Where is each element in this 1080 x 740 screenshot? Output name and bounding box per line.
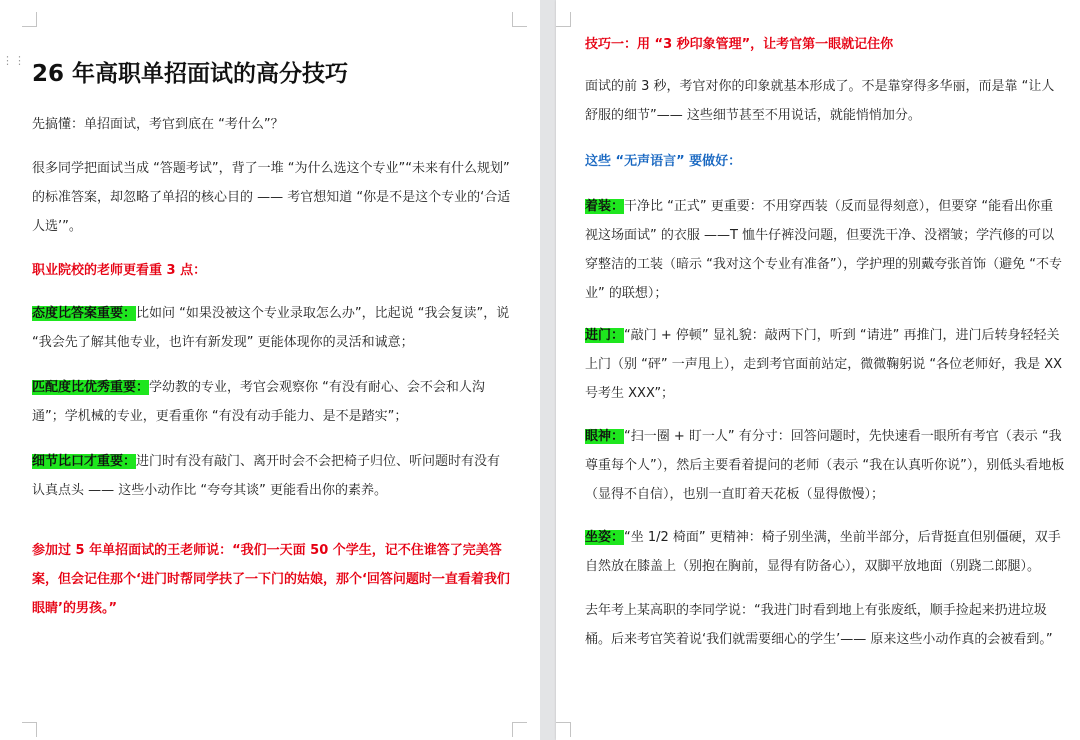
section-heading: 这些 “无声语言” 要做好：	[585, 154, 742, 169]
tip-heading: 技巧一：用 “3 秒印象管理”，让考官第一眼就记住你	[585, 37, 894, 52]
document-title: 26 年高职单招面试的高分技巧	[32, 61, 349, 87]
item-paragraph	[585, 422, 1065, 509]
highlight-label: 着装：	[585, 199, 625, 214]
highlight-label: 眼神：	[585, 429, 625, 444]
point-paragraph	[32, 373, 512, 431]
item-paragraph	[585, 192, 1065, 308]
item-text: 干净比 “正式” 更重要：不用穿西装（反而显得刻意），但要穿 “能看出你重视这场面试” 的衣服 ——T 恤牛仔裤没问题，但要洗干净、没褶皱；学汽修的可以穿整洁的工装（暗示 “我对这个专业有准备”），学护理的别戴夸张首饰（避免 “不专业” 的联想）；	[585, 199, 1062, 301]
highlight-label: 态度比答案重要：	[32, 306, 137, 321]
drag-handle-icon[interactable]: ⋮⋮	[2, 54, 26, 67]
margin-corner-mark	[556, 12, 571, 27]
page-gap	[540, 0, 556, 740]
point-text: 进门时有没有敲门、离开时会不会把椅子归位、听问题时有没有认真点头 —— 这些小动作比 “夸夸其谈” 更能看出你的素养。	[32, 454, 501, 498]
highlight-label: 匹配度比优秀重要：	[32, 380, 150, 395]
margin-corner-mark	[22, 12, 37, 27]
item-text: “扫一圈 + 盯一人” 有分寸：回答问题时，先快速看一眼所有考官（表示 “我尊重每个人”），然后主要看着提问的老师（表示 “我在认真听你说”），别低头看地板（显得不自信），也别一直盯着天花板（显得傲慢）；	[585, 429, 1065, 502]
highlight-label: 细节比口才重要：	[32, 454, 137, 469]
highlight-label: 坐姿：	[585, 530, 625, 545]
right-document-page	[556, 0, 1080, 740]
teacher-quote: 参加过 5 年单招面试的王老师说：“我们一天面 50 个学生，记不住谁答了完美答案，但会记住那个‘进门时帮同学扶了一下门的姑娘，那个‘回答问题时一直看着我们眼睛’的男孩。”	[32, 543, 510, 616]
body-paragraph: 很多同学把面试当成 “答题考试”，背了一堆 “为什么选这个专业”“未来有什么规划” 的标准答案，却忽略了单招的核心目的 —— 考官想知道 “你是不是这个专业的‘合适人选’”。	[32, 161, 511, 234]
point-text: 学幼教的专业，考官会观察你 “有没有耐心、会不会和人沟通”；学机械的专业，更看重你 “有没有动手能力、是不是踏实”；	[32, 380, 485, 424]
highlight-label: 进门：	[585, 328, 625, 343]
margin-corner-mark	[22, 722, 37, 737]
margin-corner-mark	[512, 12, 527, 27]
margin-corner-mark	[512, 722, 527, 737]
student-story: 去年考上某高职的李同学说：“我进门时看到地上有张废纸，顺手捡起来扔进垃圾桶。后来考官笑着说‘我们就需要细心的学生’—— 原来这些小动作真的会被看到。”	[585, 603, 1053, 647]
item-paragraph	[585, 321, 1065, 408]
point-text: 比如问 “如果没被这个专业录取怎么办”，比起说 “我会复读”，说 “我会先了解其他专业，也许有新发现” 更能体现你的灵活和诚意；	[32, 306, 510, 350]
point-paragraph	[32, 447, 512, 505]
body-paragraph: 面试的前 3 秒，考官对你的印象就基本形成了。不是靠穿得多华丽，而是靠 “让人舒服的细节”—— 这些细节甚至不用说话，就能悄悄加分。	[585, 79, 1055, 123]
item-text: “敲门 + 停顿” 显礼貌：敲两下门，听到 “请进” 再推门，进门后转身轻轻关上门（别 “砰” 一声甩上），走到考官面前站定，微微鞠躬说 “各位老师好，我是 XX 号考生 XXX”；	[585, 328, 1063, 401]
item-text: “坐 1/2 椅面” 更精神：椅子别坐满，坐前半部分，后背挺直但别僵硬，双手自然放在膝盖上（别抱在胸前，显得有防备心），双脚平放地面（别跷二郎腿）。	[585, 530, 1061, 574]
intro-paragraph: 先搞懂：单招面试，考官到底在 “考什么”？	[32, 117, 284, 132]
item-paragraph	[585, 523, 1065, 581]
section-heading: 职业院校的老师更看重 3 点：	[32, 263, 207, 278]
margin-corner-mark	[556, 722, 571, 737]
point-paragraph	[32, 299, 512, 357]
